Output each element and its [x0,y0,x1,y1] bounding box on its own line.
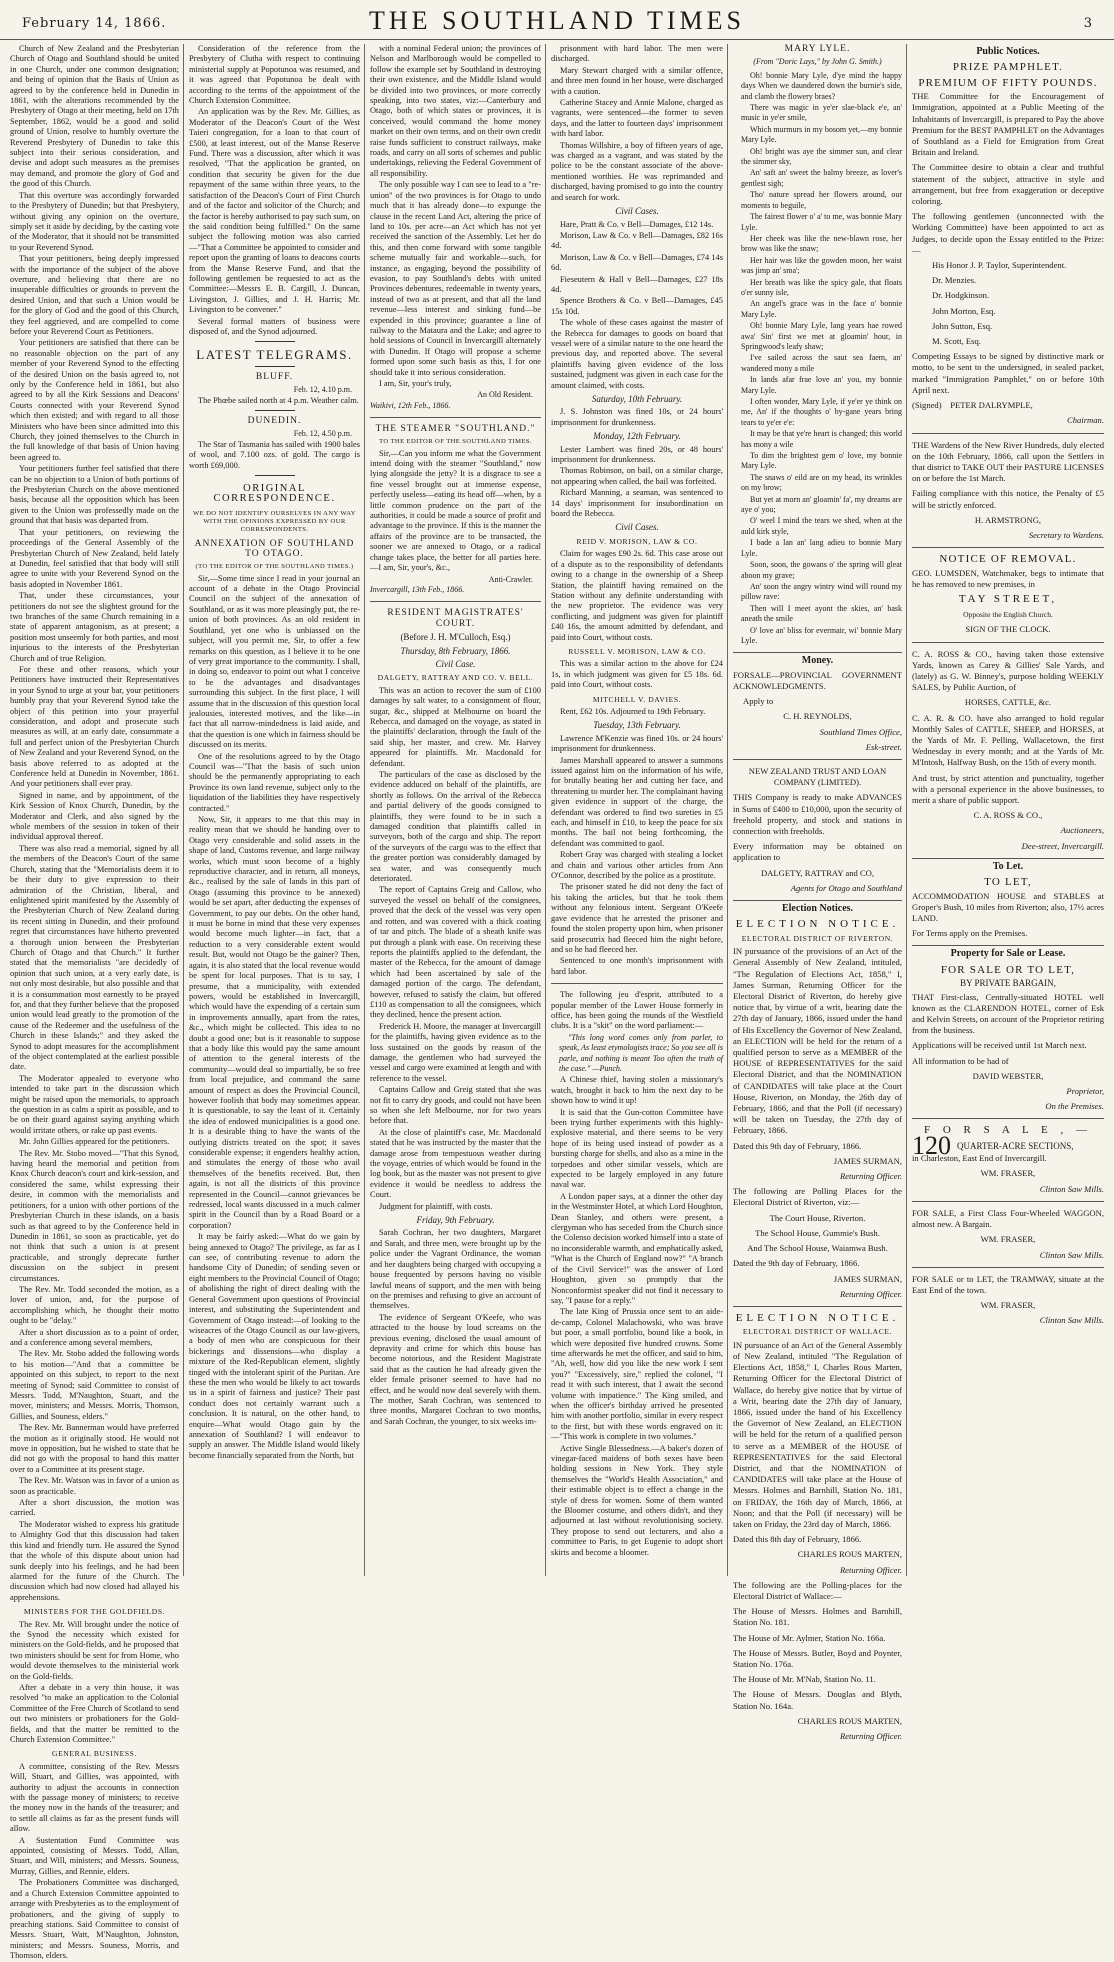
steamer-place: Invercargill, 13th Feb., 1866. [370,584,465,594]
paragraph: It is said that the Gun-cotton Committee have been trying further experiments with this highly-explosive material, and there seems to be very hope of its being used instead of powder as a bursting charge for shells, and also as a mine in the torpedoes and other similar vessels, which are expected to be largely employed in any future naval war. [551,1107,723,1190]
wagon-ad [912,1208,1104,1261]
general-business-paragraphs [10,1762,179,1962]
paragraph: But yet at morn an' gloamin' fa', my dreams are aye o' you; [741,494,902,515]
column-rule [727,44,728,1576]
paragraph: Judgment for plaintiff, with costs. [379,1201,493,1211]
election-dated-3: Dated this 8th day of February, 1866. [733,1534,862,1545]
paragraph: The House of Messrs. Butler, Boyd and Poynter, Station No. 176a. [733,1647,902,1669]
paragraph: Fieseutern & Hall v Bell—Damages, £27 18s 4d. [551,274,723,294]
hotel-role: Proprietor, [1066,1086,1104,1097]
paragraph: That, under these circumstances, your petitioners do not see the slightest ground for the two branches of the same Church remaining in a state of apparent antagonism, as at present; a position most unseemly for both parties, and most injurious to the interests of the Presbyterian Church and of true Religion. [10,591,179,663]
court-paragraphs [370,686,541,1212]
paragraph: This was an action to recover the sum of £100 damages by salt water, to a consignment of flour, sugar, &c., shipped at Melbourne on board the Rebecca, and damaged on the voyage, as stated in the plaintiffs' declaration, through the fault of the said ship, her master, and crew. Mr. Harvey appeared for plaintiffs. Mr. Macdonald for defendant. [370,685,541,768]
paragraph: Thomas Willshire, a boy of fifteen years of age, was charged as a vagrant, and was stated by the police to be the constant associate of the above-mentioned worthies. He was reprimanded and discharged, having promised to go into the country and search for work. [551,140,723,202]
letter-signature: An Old Resident. [477,390,533,400]
removal-text: GEO. LUMSDEN, Watchmaker, begs to intimate that he has removed to new premises, in [912,567,1104,589]
newspaper-title: THE SOUTHLAND TIMES [369,6,745,35]
polling-places-intro: The following are Polling Places for the Electoral District of Riverton, viz:— [733,1186,902,1208]
paragraph: Spence Brothers & Co. v Bell—Damages, £45 15s 10d. [551,296,723,316]
sections-text: QUARTER-ACRE SECTIONS, [957,1140,1074,1151]
case-title: RUSSELL V. MORISON, LAW & CO. [568,646,706,656]
steamer-signature: Anti-Crawler. [488,574,533,584]
nz-trust-agent-2: Agents for Otago and Southland [790,882,902,893]
election-notice-title-2: ELECTION NOTICE. [735,1311,900,1324]
paragraph: Church of New Zealand and the Presbyterian Church of Otago and Southland should be united in one Church, under one common designation; and being of opinion that the Basis of Union as agreed to by the conference held in Dunedin in 1861, with the alterations recommended by the Presbytery of Otago at their meeting, held on 17th September, 1862, would be a good and solid ground of Union, resolve to humbly overture the Reverend Presbytery of Dunedin to take this subject into their serious consideration, and devise and adopt such measures as the premises may demand, and promote the glory of God and the good of this Church. [10,44,179,189]
money-ad-office: Southland Times Office, [819,726,902,737]
paragraph: Lester Lambert was fined 20s, or 48 hours' imprisonment for drunkenness. [551,444,723,465]
nz-trust-title: NEW ZEALAND TRUST AND LOAN COMPANY (LIMITED). [748,765,887,788]
poem-lines [733,71,902,647]
court-date: Thursday, 8th February, 1866. [400,645,511,656]
letter-place: Waikivi, 12th Feb., 1866. [370,400,451,410]
paragraph: The Rev. Mr. Will brought under the notice of the Synod the necessity which existed for ministers on the Gold-fields, and he proposed that two ministers should be sent for from Home, who would devote themselves to the ministerial work on the Gold-fields. [10,1619,179,1681]
paragraph: The snaws o' eild are on my head, its wrinkles on my brow; [741,472,902,493]
ross-place: Dee-street, Invercargill. [1021,840,1104,851]
paragraph: The late King of Prussia once sent to an aide-de-camp, Colonel Malachowski, who was brave but poor, a small portfolio, bound like a book, in which were deposited five hundred crowns. Some time afterwards he met the officer, and said to him, "Ah, well, how did you like the new work I sent you?" "Excessively, sire," replied the colonel, "I read it with such interest, that I await the second volume with impatience." The King smiled, and when the officer's birthday arrived he presented him with another portfolio, similar in every respect to the first, but with these words engraved on it:—"This work is complete in two volumes." [551,1307,723,1442]
column-4 [547,44,727,1576]
divider [370,601,541,602]
tramway-ad [912,1274,1104,1327]
civil-heading-2: Civil Cases. [615,522,659,533]
paragraph: There was also read a memorial, signed by all the members of the Deacon's Court of the same Church, stating that the "Memorialists deem it to be their duty to give expression to their admiration of the Christian, liberal, and enlightened spirit manifested by the Assembly of the Presbyterian Church of New Zealand during its recent sitting in Dunedin, and their profound regret that circumstances have hitherto prevented a thorough union between the Presbyterian Church of Otago and that Church." It further stated that the memorialists "are decidedly of opinion that such union, at a very early date, is not only most desirable, but also possible and that it is a consummation most earnestly to be prayed for, and that they further believe that the proposed union would lead greatly to the promotion of the cause of the Redeemer and the usefulness of the Church in these Islands;" and they asked the Synod to adopt measures for the accomplishment of the object contemplated at the earliest possible date. [10,843,179,1072]
case-text: This was a similar action to the above for £24 1s, in which judgment was given for £5 18s. 6d. paid into Court, without costs. [551,659,723,690]
annexation-to-editor: (TO THE EDITOR OF THE SOUTHLAND TIMES.) [195,562,354,570]
masthead [0,0,1114,40]
paragraph: Catherine Stacey and Annie Malone, charged as vagrants, were sentenced—the former to seven days, and the latter to fourteen days' imprisonment with hard labor. [551,98,723,139]
monday-cases [551,445,723,520]
paragraph: Your petitioners further feel satisfied that there can be no objection to a Union of both portions of the Presbyterian Church on the above mentioned basis, because all the opposition which has been given to the Union was professedly made on the ground that that basis was departed from. [10,464,179,526]
paragraph: In lands afar frae love an' you, my bonnie Mary Lyle. [741,375,902,395]
column-6-advertisements [908,44,1108,1576]
paragraph: Captains Callow and Greig stated that she was not fit to carry dry goods, and could not have been so when she left Melbourne, nor for two years before that. [370,1085,541,1126]
polling-places-2 [733,1606,902,1712]
saturday-heading: Saturday, 10th February. [591,394,683,404]
paragraph: Morison, Law & Co. v Bell—Damages, £74 14s 6d. [551,252,723,273]
money-ad-apply: Apply to [743,696,774,707]
dunedin-text: The Star of Tasmania has sailed with 1900 bales of wool, and 7.100 ozs. of gold. The cargo is worth £69,000. [189,439,360,470]
polling-places-intro-2: The following are the Polling-places for the Electoral District of Wallace:— [733,1579,902,1601]
wardens-text-2: Failing compliance with this notice, the Penalty of £5 will be strictly enforced. [912,488,1104,510]
fraser-name: WM. FRASER, [980,1168,1036,1179]
prize-ad [912,91,1104,426]
paragraph: Tho' nature spread her flowers around, our moments to beguile, [741,190,902,210]
court-case-title: DALGETY, RATTRAY AND CO. V. BELL. [377,673,534,683]
paragraph: It may be that ye're heart is changed; this world has mony a wile [741,429,902,449]
election-signer: JAMES SURMAN, [833,1155,902,1166]
election-notice-wallace [733,1340,902,1743]
paragraph: Lawrence M'Kenzie was fined 10s. or 24 hours' imprisonment for drunkenness. [551,733,723,754]
paragraph: The House of Mr. Aylmer, Station No. 166a. [733,1632,886,1643]
column-rule [364,44,365,1576]
court-heading: RESIDENT MAGISTRATES' COURT. [387,608,524,629]
paragraph: The House of Messrs. Holmes and Barnhill, Station No. 181. [733,1606,902,1628]
hotel-text: THAT First-class, Centrally-situated HOTEL well known as the CLARENDON HOTEL, corner of Esk and Kelvin Streets, on account of the Proprietor retiring from the business. [912,991,1104,1036]
paragraph: Active Single Blessedness.—A baker's dozen of vinegar-faced maidens of both sexes have been holding sessions in New York. They style themselves the "World's Health Association," and their estimable object is to effect a change in the style of dress for women. Some of them wanted the Bloomer costume, and others didn't, and they adjourned at last without revolutionising society. They propose to send out lecturers, and also a committee to Paris, to get Eugenie to adopt short skirts and become a bloomer. [551,1443,723,1557]
hotel-title: FOR SALE OR TO LET, [940,963,1076,976]
election-signer-2: JAMES SURMAN, [833,1273,902,1284]
fraser-place-3: Clinton Saw Mills. [1039,1315,1104,1326]
electoral-district-2: ELECTORAL DISTRICT OF WALLACE. [742,1327,893,1337]
column-rule [545,44,546,1576]
nz-trust-text-2: Every information may be obtained on application to [733,841,902,863]
section-subheading: MINISTERS FOR THE GOLDFIELDS. [23,1607,166,1617]
paragraph: Several formal matters of business were disposed of, and the Synod adjourned. [189,316,360,336]
to-let-ad [912,891,1104,940]
paragraph: After a debate in a very thin house, it was resolved "to make an application to the Colonial Committee of the Free Church of Scotland to send out two ministers or probationers for the Gold-fields, and that the matter be remitted to the Church Extension Committee." [10,1682,179,1744]
divider [255,475,295,476]
prize-signed-label: (Signed) [912,400,942,411]
paragraph: John Morton, Esq. [932,305,996,316]
fraser-name-3: WM. FRASER, [980,1300,1036,1311]
public-notices-head: Public Notices. [976,46,1040,57]
paragraph: Dr. Menzies. [932,275,977,286]
paragraph: Mary Stewart charged with a similar offence, and three men found in her house, were discharged with a caution. [551,65,723,96]
paragraph: The prisoner stated he did not deny the fact of his taking the articles, but that he took them without any felonious intent. Sergeant O'Keefe gave evidence that he arrested the prisoner and found the stolen property upon him, when prisoner said prosecutrix had fleeced him the night before, and so he had fleeced her. [551,882,723,954]
election-text-2: IN pursuance of an Act of the General Assembly of New Zealand, intituled "The Regulation of Elections Act, 1858," I, Charles Rous Marten, Returning Officer for the Electoral District of Wallace, do hereby give notice that by virtue of a Writ, bearing date the 27th day of January, 1866, issued under the hand of his Excellency the Governor of New Zealand, an ELECTION will be held for the return of a qualified person to serve as a MEMBER of the HOUSE of REPRESENTATIVES for the said Electoral District, and that the NOMINATION of CANDIDATES will take place at the House of Messrs. Holmes and Barnhill, Station No. 181, on FRIDAY, the 16th day of March, 1866, at Noon; and that the Poll (if necessary) will be taken on Friday, the 23rd day of March, 1866. [733,1339,902,1529]
court-before: (Before J. H. M'Culloch, Esq.) [400,632,511,643]
paragraph: An angel's grace was in the face o' bonnie Mary Lyle. [741,299,902,319]
paragraph: Hare, Pratt & Co. v Bell—Damages, £12 14s. [560,219,714,229]
sections-place-block [912,1153,1104,1195]
divider [255,366,295,367]
paragraph: I often wonder, Mary Lyle, if ye'er ye think on me, An' if the thoughts o' by-gane years bring tears to ye'er e'e: [741,397,902,427]
paragraph: The Moderator wished to express his gratitude to Almighty God that this discussion had taken this kind and friendly turn. He assured the Synod that the whole of this dispute about union had sunk deeply into his feelings, and he had been alarmed for the future of the Church. The discussion which had now closed had allayed his apprehensions. [10,1519,179,1602]
divider [733,1306,902,1307]
to-let-head: To Let. [912,858,1104,872]
hotel-ad [912,992,1104,1113]
paragraph: The Rev. Mr. Stobo added the following words to his motion—"And that a committee be appointed on this subject, to report to the next meeting of Synod; said Committee to consist of Messrs. Todd, M'Naughton, Stuart, and the mover, ministers; and Messrs. Morris, Thomson, Gillies, and Souness, elders." [10,1349,179,1421]
bluff-heading: BLUFF. [255,371,294,382]
paragraph: The Moderator appealed to everyone who intended to take part in the discussion which might be raised upon the memorials, to approach the question in as calm a spirit as possible, and to be on their guard against saying anything which would irritate others, or rake up past events. [10,1073,179,1135]
paragraph: Richard Manning, a seaman, was sentenced to 14 days' imprisonment for insubordination on board the Rebecca. [551,488,723,519]
goldfields-paragraphs [10,1620,179,1746]
paragraph: I've sailed across the saut sea faem, an' wandered mony a mile [741,353,902,373]
prize-role: Chairman. [1066,415,1104,426]
paragraph: Sir,—Some time since I read in your journal an account of a debate in the Otago Provincial Council on the subject of the annexation of Southland, or as it was more pleasingly put, the re-union of both provinces. As an old resident in Southland, yet one who is unbiassed on the subject, will you permit me, Sir, to offer a few remarks on this question, as I believe it to be one of very great importance to the community. I shall, in doing so, endeavor to point out what I conceive to be the advantages and disadvantages surrounding this subject. In the first place, I will assume that in the discussion of this question local jealousies, interested motives, and the like—in fact that all narrow-mindedness is laid aside, and that the question is one which in fairness should be discussed on its merits. [189,573,360,750]
annexation-letter [189,574,360,1462]
hotel-sub: BY PRIVATE BARGAIN, [960,978,1056,989]
paragraph: Then will I meet ayont the skies, an' bask aneath the smile [741,603,902,624]
prize-signed [912,400,1104,411]
paragraph: That your petitioners, being deeply impressed with the importance of the subject of the above overture, and believing that there are no insuperable difficulties or grounds to prevent the desired Union, and that such a Union would be for the glory of God and the good of this Church, they feel aggrieved, and are compelled to come before your Reverend Court as Petitioners. [10,254,179,336]
election-role: Returning Officer. [839,1171,902,1182]
issue-date: February 14, 1866. [22,16,167,31]
synod-continued [189,44,360,337]
divider [733,759,902,760]
paragraph: James Marshall appeared to answer a summons issued against him on the information of his wife, for brutally beating her and cutting her face, and threatening to murder her. The complainant having given evidence in support of the charge, the defendant was ordered to find two sureties in £5 each, and himself in £10, to keep the peace for six months. The bail not being forthcoming, the defendant was committed to gaol. [551,755,723,848]
paragraph: An' saft an' sweet the balmy breeze, as lover's gentlest sigh; [741,168,902,188]
paragraph: A committee, consisting of the Rev. Messrs Will, Stuart, and Gillies, was appointed, with authority to adjust the accounts in connection with the passage money of ministers; to receive the money now in the hands of the treasurer; and to settle all claims as far as the present funds will allow. [10,1761,179,1834]
paragraph: Frederick H. Moore, the manager at Invercargill for the plaintiffs, having given evidence as to the loss sustained on the goods by reason of the damage, the gentlemen who had surveyed the vessel and cargo were examined at length and with reference to the vessel. [370,1021,541,1083]
paragraph: An' soon the angry wintry wind will round my pillow rave: [741,581,902,602]
friday-text-2: The evidence of Sergeant O'Keefe, who was attracted to the house by loud screams on the previous evening, disclosed the usual amount of depravity and crime for which this house has become notorious, and the Resident Magistrate said that as the caution he had already given the elder female prisoner seemed to have had no effect, and he would now deal severely with them. The mother, Sarah Cochran, was sentenced to three months, Margaret Cochran to two months, and Sarah Cochran, the younger, to six weeks im- [370,1312,541,1426]
election-signer-4: CHARLES ROUS MARTEN, [797,1715,902,1726]
paragraph: An application was by the Rev. Mr. Gillies, as Moderator of the Deacon's Court of the West Taieri congregation, for a loan to that court of £500, at least interest, out of the Manse Reserve Fund. There was a discussion, after which it was resolved, "That the application be granted, on condition that security be given for the due repayment of the same within three years, to the satisfaction of the Deacon's Court of First Church and of the factor and solicitor of the Church; and the factor is hereby authorised to pay such sum, on the said condition being fulfilled." On the same subject the following motion was also carried—"That a Committee be appointed to consider and report upon the granting of loans to deacons courts from the Manse Reserve Fund, and that the following gentlemen be requested to act as the Committee:—Messrs E. B. Cargill, J. Duncan, Livingston, J. Gillies, and J. H. Harris; Mr. Livingston to be convener." [189,107,360,315]
paragraph: There was magic in ye'er slae-black e'e, an' music in ye'er smile, [741,103,902,123]
court-civil: Civil Case. [435,658,476,669]
paragraph: That your petitioners, on reviewing the proceedings of the General Assembly of the Presbyterian Church of New Zealand, held lately at Dunedin, feel satisfied that that body will still agree to unite with your Reverend Synod on the basis adopted in November 1861. [10,527,179,589]
property-head: Property for Sale or Lease. [912,945,1104,959]
to-let-text-2: For Terms apply on the Premises. [912,928,1028,939]
paragraph: After a short discussion, the motion was carried. [10,1498,179,1518]
bluff-text: The Phœbe sailed north at 4 p.m. Weather calm. [198,395,359,405]
paragraph: Oh! bonnie Mary Lyle, d'ye mind the happy days When we daundered down the burnie's side, and clamb the flowery braes? [741,70,902,101]
paragraph: The House of Messrs. Douglas and Blyth, Station No. 164a. [733,1689,902,1711]
paragraph: M. Scott, Esq. [932,336,981,347]
saturday-text: J. S. Johnston was fined 10s, or 24 hours' imprisonment for drunkenness. [551,407,723,427]
paragraph: Robert Gray was charged with stealing a locket and chain and various other articles from Ann O'Connor, described by the police as a prostitute. [551,850,723,881]
paragraph: The Rev. Mr. Stobo moved—"That this Synod, having heard the memorial and petition from Knox Church deacon's court and kirk-session, and considered the same, whilst expressing their desire, in common with the memorialists and petitioners, for a union with other portions of the Presbyterian Church in these islands, on a basis such as that agreed to by the Conference held in Dunedin in 1861, so soon as practicable, yet do not think that such a union is at present practicable, and strongly deprecate further discussion on the subject in present circumstances. [10,1148,179,1283]
for-sale-title: F O R S A L E , — [923,1124,1093,1137]
election-signer-3: CHARLES ROUS MARTEN, [797,1549,902,1560]
divider [912,1201,1104,1202]
paragraph: Mr. John Gillies appeared for the petitioners. [19,1137,170,1147]
tuesday-cases [551,734,723,977]
paragraph: The Probationers Committee was discharged, and a Church Extension Committee appointed to arrange with Presbyteries as to the employment of probationers, and the giving of supply to preaching stations. Said Committee to consist of Messrs. Stuart, Watt, M'Naughton, Johnston, ministers; and Messrs. Souness, Morris, and Thomson, elders. [10,1878,179,1961]
paragraph: Sentenced to one month's imprisonment with hard labor. [551,956,723,976]
paragraph: For these and other reasons, which your Petitioners have instructed their Representatives in your Synod to urge at your bar, your petitioners humbly pray that your Reverend Synod take the object of this petition into your prayerful consideration, and adopt and prosecute such measures as will, at an early date, consummate a full and perfect union of the Presbyterian Church of New Zealand and your Reverend Synod, on the basis above referred to as adopted at the Conference held at Dunedin in November, 1861. And your petitioners shall ever pray. [10,664,179,789]
case-text: Rent, £62 10s. Adjourned to 19th February. [560,706,706,716]
column-3 [366,44,545,1576]
election-notice-riverton [733,946,902,1300]
divider [370,417,541,418]
paragraph: Signed in name, and by appointment, of the Kirk Session of Knox Church, Dunedin, by the Moderator and Clerk, and also signed by the whole members of the session in token of their individual approval thereof. [10,790,179,842]
polling-places [733,1213,902,1255]
divider [255,341,295,342]
paragraph: A Chinese thief, having stolen a missionary's watch, brought it back to him the next day to be shown how to wind it up! [551,1075,723,1106]
prize-text-3: The following gentlemen (unconnected with the Working Committee) have been appointed to act as Judges, to decide upon the Essay entitled to the Prize:— [912,211,1104,255]
poem-title: MARY LYLE. [784,44,851,54]
election-role-3: Returning Officer. [839,1564,902,1575]
correspondence-heading: ORIGINAL CORRESPONDENCE. [213,483,336,505]
prize-text: THE Committee for the Encouragement of Immigration, appointed at a Public Meeting of the Inhabitants of Invercargill, is prepared to Pay the above Premium for the BEST PAMPHLET on the Advantages of Southland as a Field for Emigration from Great Britain and Ireland. [912,91,1104,158]
annexation-heading: ANNEXATION OF SOUTHLAND TO OTAGO. [194,538,355,560]
paragraph: One of the resolutions agreed to by the Otago Council was—"That the basis of such union should be the permanently appropriating to each Province its own land revenue, subject only to the liquidation of the liabilities they have respectively contracted." [189,751,360,813]
steamer-heading: THE STEAMER "SOUTHLAND." [375,424,536,435]
fraser-place: Clinton Saw Mills. [1039,1183,1104,1194]
ross-items: HORSES, CATTLE, &c. [964,697,1052,708]
ross-ad [912,649,1104,852]
ross-role: Auctioneers, [1060,825,1104,836]
column-rule [183,44,184,1576]
hotel-text-3: All information to be had of [912,1055,1009,1066]
annexation-letter-continued [370,44,541,389]
paragraph: The fairest flower o' a' to me, was bonnie Mary Lyle. [741,212,902,232]
case-title: REID V. MORISON, LAW & CO. [576,536,698,546]
steamer-to-editor: TO THE EDITOR OF THE SOUTHLAND TIMES. [379,437,532,445]
tramway-text: FOR SALE or to LET, the TRAMWAY, situate at the East End of the town. [912,1273,1104,1295]
paragraph: Her breath was like the spicy gale, that floats o'er sunny isle, [741,277,902,297]
paragraph: Thomas Robinson, on bail, on a similar charge, not appearing when called, the bail was forfeited. [551,466,723,486]
ross-name: C. A. ROSS & CO., [973,810,1043,821]
paragraph: A Sustentation Fund Committee was appointed, consisting of Messrs. Todd, Allan, Stuart, and Will, ministers; and Messrs. Souness, Murray, Gillies, and Rennie, elders. [10,1835,179,1876]
money-ad-title: FORSALE—PROVINCIAL GOVERNMENT ACKNOWLEDGMENTS. [733,669,902,691]
paragraph: That this overture was accordingly forwarded to the Presbytery of Dunedin; but that Presbytery, without giving any opinion on the overture, simply set it aside by deciding, by the casting vote of the Moderator, that it should not be transmitted to your Reverend Synod. [10,190,179,252]
dunedin-heading: DUNEDIN. [247,416,302,426]
steamer-letter: Sir,—Can you inform me what the Government intend doing with the steamer "Southland," now lying alongside the jetty? It is a disgrace to see a fine vessel brought out at immense expense, perfectly useless—eating its head off—when, by a little common prudence on the part of the authorities, it could be made a source of profit and advantage to the province. If this is the manner the affairs of the province are to be transacted, the sooner we are annexed to Otago, or a radical change takes place, the better for all parties here.—I am, Sir, your's, &c., [370,448,541,573]
column-5 [729,44,906,1742]
civil-heading: Civil Cases. [615,206,659,217]
dunedin-date: Feb. 12, 4.50 p.m. [293,429,352,439]
money-ad-street: Esk-street. [865,741,902,752]
paragraph: The Rev. Mr. Watson was in favor of a union as soon as practicable. [10,1476,179,1496]
paragraph: I bade a lan an' lang adieu to bonnie Mary Lyle. [741,538,902,558]
paragraph: Dr. Hodgkinson. [932,290,990,301]
prize-title: PRIZE PAMPHLET. [952,61,1064,74]
page-number: 3 [1083,16,1092,31]
election-role-2: Returning Officer. [839,1288,902,1299]
paragraph: prisonment with hard labor. The men were discharged. [551,44,723,64]
section-subheading: GENERAL BUSINESS. [51,1749,138,1759]
paragraph: The Rev. Mr. Bannerman would have preferred the motion as it originally stood. He would not move in opposition, but he wished to state that he did not go with the proposal to hand this matter over to a Committee at its present stage. [10,1423,179,1474]
hotel-name: DAVID WEBSTER, [972,1070,1044,1081]
monday-heading: Monday, 12th February. [593,431,681,442]
fraser-place-2: Clinton Saw Mills. [1039,1249,1104,1260]
paragraph: At the close of plaintiff's case, Mr. Macdonald stated that he was instructed by the master that the damage arose from tempestuous weather during the voyage, entries of which would be found in the log book, but as the master was not present to give evidence it would be needless to address the Court. [370,1127,541,1200]
divider [255,410,295,411]
paragraph: It may be fairly asked:—What do we gain by being annexed to Otago? The privilege, as far as I can see, of contributing revenue to adorn the handsome City of Dunedin; of sending seven or eight members to the Provincial Council of Otago; of abolishing the right of direct dealing with the General Government upon questions of Provincial interest, and substituting the Superintendent and Government of Otago instead:—of looking to the wiseacres of the Otago Council as our law-givers, a body of men who are conspicuous for their bickerings and dissensions—who display a mixture of the Red-Republican element, slightly tinged with the intolerant spirit of the Puritan. Are these the men who would be likely to act towards us in a spirit of fairness and justice? Their past conduct does not certainly warrant such a conclusion. It is natural, on the other hand, to enquire—What would Otago gain by the annexation of Southland? I will endeavor to supply an answer. The Middle Island would likely become financially separated from the North, but [189,1232,360,1460]
divider [912,642,1104,643]
to-let-title: TO LET, [984,876,1032,889]
divider [912,1118,1104,1119]
paragraph: Morison, Law & Co. v Bell—Damages, £82 16s 4d. [551,230,723,251]
ross-text-3: And trust, by strict attention and punctuality, together with a personal experience in the above businesses, to merit a share of public support. [912,772,1104,805]
nz-trust-ad [733,766,902,894]
premium-title: PREMIUM OF FIFTY POUNDS. [918,76,1098,89]
paragraph: A London paper says, at a dinner the other day in the Westminster Hotel, at which Lord Houghton, Dean Stanley, and others were present, a clergyman who has seceded from the Church since the Colenso decision worked himself into a state of no inconsiderable warmth, and emphatically asked, "What is the Church of England now?" "A branch of the Civil Service!" was the answer of Lord Houghton, given so promptly that the Nonconformist speaker did not find it necessary to say, "I pause for a reply." [551,1191,723,1305]
paragraph: Which murmurs in my bosom yet,—my bonnie Mary Lyle. [741,124,902,145]
removal-sign: SIGN OF THE CLOCK. [965,624,1051,635]
money-section-head: Money. [733,652,902,666]
paragraph: Consideration of the reference from the Presbytery of Clutha with respect to continuing ministerial supply at Popotunoa was resumed, and it was agreed that Popotunoa be dealt with according to the terms of the appointment of the Church Extension Committee. [189,44,360,106]
hotel-place: On the Premises. [1045,1101,1104,1112]
paragraph: Now, Sir, it appears to me that this may in reality mean that we should be handing over to Otago very considerable and solid assets in the shape of land, Customs revenue, and large railway works, which must soon become of a highly reproductive character, and in return, all moneys, &c., realised by the sale of lands in this part of Otago (assuming this province to be annexed) would be set apart, after deducting the expenses of Government, to pay our debts. On the other hand, it must be borne in mind that these very expenses would become much lighter—in fact, that a reduction to a very considerable extent would result. But, would not Otago be the gainer? Then, again, it is also stated that the local revenue would be spent for local purposes. That is to say, I presume, that a municipality, with extended powers, would be established in Invercargill, which would have the expending of a certain sum in improvements annually, apart from the rates, &c., which might be collected. This idea to no doubt a good one; but is it reasonable to suppose that a body like this would pay the same amount of attention to the general interests of the community—would deal so impartially, be so free from local prejudice, and command the same amount of respect as does the Provincial Council, however foolish that body may sometimes appear. It is questionable, to say the least of it. Certainly the idea of endowed municipalities is a good one. It is a desirable thing to have the wants of the outlying districts treated on the spot; it saves considerable expense; it engenders healthy action, and stimulates the energy of those who avail themselves of the benefits received. But, then again, is not all the districts of this province represented in the Council—cannot grievances be redressed, local wants discussed in a much calmer spirit in the Council than by a Road Board or a corporation? [189,815,360,1230]
paragraph: Oh! bright was aye the simmer sun, and clear the simmer sky, [741,146,902,167]
to-let-text: ACCOMMODATION HOUSE and STABLES at Groper's Bush, 10 miles from Riverton; also, 17½ acres LAND. [912,890,1104,924]
paragraph: The House of Mr. M'Nab, Station No. 11. [733,1674,876,1685]
synod-paragraphs [10,44,179,1603]
paragraph: John Sutton, Esq. [932,320,993,331]
paragraph: O' weel I mind the tears we shed, when at the auld kirk style, [741,516,902,536]
wardens-text: THE Wardens of the New River Hundreds, duly elected on the 10th February, 1866, call upon the Settlers in that district to TAKE OUT their PASTURE LICENSES on or before the 1st March. [912,439,1104,484]
correspondence-note: WE DO NOT IDENTIFY OURSELVES IN ANY WAY WITH THE OPINIONS EXPRESSED BY OUR CORRESPONDENTS. [193,509,356,533]
tuesday-heading: Tuesday, 13th February. [593,720,681,731]
removal-title: NOTICE OF REMOVAL. [939,553,1077,566]
friday-text: Sarah Cochran, her two daughters, Margaret and Sarah, and three men, were brought up by the police under the Vagrant Ordinance, the woman and her daughters being charged with occupying a house frequented by persons having no visible lawful means of support, and the men with being on the premises and refusing to give an account of themselves. [370,1228,541,1311]
divider [912,1267,1104,1268]
paragraph: Soon, soon, the gowans o' the spring will gleat aboon my grave; [741,560,902,580]
jeu-verse: "This long word comes only from parler, to speak, As least etymologists trace; So you see all is parle, and nothing is meant Too often the truth of the case." —Punch. [559,1032,723,1073]
divider [912,433,1104,434]
friday-heading: Friday, 9th February. [416,1215,495,1226]
removal-street: TAY STREET, [958,592,1058,605]
telegrams-heading: LATEST TELEGRAMS. [196,347,353,363]
election-section-head: Election Notices. [733,900,902,914]
prize-text-2: The Committee desire to obtain a clear and truthful statement of the subject, attractive in style and arrangement, but free from exaggeration or deceptive coloring. [912,162,1104,207]
paragraph: The Rev. Mr. Todd seconded the motion, as a lover of union, and, for the purpose of accomplishing which, he thought their motto ought to be "delay." [10,1284,179,1326]
paragraph: After a short discussion as to a point of order, and a conference among several members, [10,1327,179,1347]
paragraph: with a nominal Federal union; the provinces of Nelson and Marlborough would be compelled to follow the example set by Southland in destroying their own existence, and the Middle Island would be divided into two provinces, or more correctly speaking, into two states, viz:—Canterbury and Otago, both of which states or provinces, it is conceived, would command the home money market on their own terms, and on their own credit raise funds sufficient to construct railways, make roads, and carry on all sorts of schemes and public undertakings, relieving the Federal Government of all responsibility. [370,44,541,178]
paragraph: Your petitioners are satisfied that there can be no reasonable objection on the part of any member of your Reverend Synod to the effecting of the desired Union on the basis agreed to, not only by the Conference held in 1861, but also agreed to by all the Kirk Sessions and Deacons' Courts connected with your Reverend Synod which then existed; and with regard to all those Ministers who have been since admitted into this Church, they joined themselves to the Church in the full knowledge of that basis of Union having been agreed to. [10,338,179,462]
election-dated-2: Dated the 9th day of February, 1866. [733,1258,860,1269]
paragraph: The particulars of the case as disclosed by the evidence adduced on behalf of the plaintiffs, are shortly as follows. On the arrival of the Rebecca and partial delivery of the goods consigned to plaintiffs, they were found to be in such a damaged condition that plaintiffs called in surveyors, both of the cargo and ship. The report of the surveyors of the cargo was to the effect that the greater portion was considerably damaged by sea water, and was consequently much deteriorated. [370,770,541,884]
paragraph: O' love an' bliss for evermair, wi' bonnie Mary Lyle. [741,625,902,645]
removal-opposite: Opposite the English Church. [963,610,1053,620]
paragraph: Oh! bonnie Mary Lyle, lang years hae rowed awa' Sin' first we met at gloamin' hour, in Springwood's leafy shaw; [741,321,902,351]
wardens-name: H. ARMSTRONG, [974,514,1042,525]
paragraph: The Court House, Riverton. [769,1212,866,1223]
paragraph: The whole of these cases against the master of the Rebecca for damages to goods on board that vessel were of a similar nature to the one heard the previous day, and reported above. The several plaintiffs having given evidence of the loss sustained, judgment was given in each case for the amount claimed, with costs. [551,318,723,390]
civil-cases [551,220,723,392]
divider [912,547,1104,548]
sections-place: in Charleston, East End of Invercargill. [912,1153,1047,1164]
money-ad-name: C. H. REYNOLDS, [783,711,852,722]
money-ad [733,670,902,753]
miscellany [551,1075,723,1558]
election-role-4: Returning Officer. [839,1731,902,1742]
nz-trust-text: THIS Company is ready to make ADVANCES in Sums of £400 to £10,000, upon the security of freehold property, and stock and stations in connection with freeholds. [733,792,902,836]
fraser-name-2: WM. FRASER, [980,1234,1036,1245]
paragraph: Her cheek was like the new-blawn rose, her brow was like the snaw; [741,233,902,254]
removal-ad [912,568,1104,636]
hotel-text-2: Applications will be received until 1st March next. [912,1040,1087,1051]
paragraph: The only possible way I can see to lead to a "re-union" of the two provinces is for Otago to undo much that it has already done—to expunge the clause in the recent Land Act, altering the price of land to 10s. per acre—an Act which has not yet received the sanction of the Assembly. Let her do this, and then come forward with some tangible scheme mutually fair and workable—such, for instance, as engaging, beyond the possibility of evasion, to pay Southland's debts with united Provinces debentures, redeemable in twenty years, instead of two as at present, and that all the land revenue—less interest and sinking fund—be expended in this province; guarantee a line of railway to the Mataura and the Lake; and agree to hold sessions of Council in Invercargill alternately with Dunedin. If Otago will propose a scheme formed upon some such basis as this, I for one should take it into serious consideration. [370,180,541,377]
judges-list [912,260,1104,347]
electoral-district: ELECTORAL DISTRICT OF RIVERTON. [741,933,894,943]
wardens-ad [912,440,1104,542]
paragraph: The report of Captains Greig and Callow, who surveyed the vessel on behalf of the consignees, proved that the deck of the vessel was very open and rotten, and was covered with a thick coating of tar and pitch. The blade of a sheath knife was put through a plank with ease. On receiving these reports the plaintiffs applied to the defendant, the master of the Rebecca, for the amount of damage which had been ascertained by sale of the damaged portion of the cargo. The defendant, however, refused to satisfy the claim, but offered £110 as compensation to all the consignees, which they declined, hence the present action. [370,885,541,1020]
ross-text: C. A. ROSS & CO., having taken those extensive Yards, known as Carey & Gillies' Sale Yards, and (lately) as G. W. Binney's, purpose holding WEEKLY SALES, by Public Auction, of [912,648,1104,693]
prize-text-4: Competing Essays to be signed by distinctive mark or motto, to be sent to the undersigned, in sealed packet, marked "Immigration Pamphlet," on or before 10th April next. [912,351,1104,395]
case-text: Claim for wages £90 2s. 6d. This case arose out of a dispute as to the responsibility of defendants owing to a change in the ownership of a Sheep Station, the plaintiff having remained on the Station without any definite understanding with the new proprietor. The evidence was very conflicting, and judgment was given for plaintiff £40 16s, the amount admitted by defendant, and paid into Court, without costs. [551,549,723,642]
column-1-synod-report [6,44,183,1961]
nz-trust-agent: DALGETY, RATTRAY and CO, [760,867,875,878]
case-title: MITCHELL V. DAVIES. [592,694,682,704]
court-continued [551,44,723,203]
poem-source: (From "Doric Lays," by John G. Smith.) [753,57,882,67]
jeu-intro: The following jeu d'esprit, attributed to a popular member of the Lower House formerly in office, has been going the rounds of the Westfield clubs. It is a "skit" on the word parliament:— [551,990,723,1031]
wardens-role: Secretary to Wardens. [1028,529,1104,540]
divider [551,983,723,984]
sections-count: 120 [912,1130,951,1160]
election-dated: Dated this 9th day of February, 1866. [733,1140,862,1151]
wagon-text: FOR SALE, a First Class Four-Wheeled WAGGON, almost new. A Bargain. [912,1207,1104,1230]
bluff-date: Feb. 12, 4.10 p.m. [293,385,352,395]
prize-signer: PETER DALRYMPLE, [950,400,1033,411]
paragraph: Her hair was like the gowden moon, her waist was jimp an' sma'; [741,255,902,276]
paragraph: The School House, Gummie's Bush. [755,1227,880,1238]
ross-text-2: C. A. R. & CO. have also arranged to hold regular Monthly Sales of CATTLE, SHEEP, and HORSES, at the Yards of Mr. F. Pelling, Wallacetown, the first Wednesday in every month; and at the Yards of Mr. M'Intosh, Halfway Bush, on the 15th of every month. [912,712,1104,768]
election-notice-title: ELECTION NOTICE. [735,918,900,931]
election-text: IN pursuance of the provisions of an Act of the General Assembly of New Zealand, intituled, "The Regulation of Elections Act, 1858," I, James Surman, Returning Officer for the Electoral District of Riverton, do hereby give notice that, by virtue of a writ, bearing date the 27th day of January, 1866, issued under the hand of His Excellency the Governor of New Zealand, an ELECTION will be held for the return of a qualified person to serve as a MEMBER of the HOUSE of REPRESENTATIVES for the said Electoral District, and that the NOMINATION of CANDIDATES will take place at the Court House, Riverton, on Monday, the 26th day of February, 1866, and that the Poll (if necessary) will be taken on Tuesday, the 27th day of February, 1866. [733,946,902,1136]
column-rule [906,44,907,1576]
paragraph: I am, Sir, your's truly, [379,379,452,388]
paragraph: His Honor J. P. Taylor, Superintendent. [932,260,1067,271]
paragraph: To dim the brightest gem o' love, my bonnie Mary Lyle. [741,451,902,471]
paragraph: And The School House, Waiamwa Bush. [747,1243,888,1254]
column-2 [185,44,364,1576]
